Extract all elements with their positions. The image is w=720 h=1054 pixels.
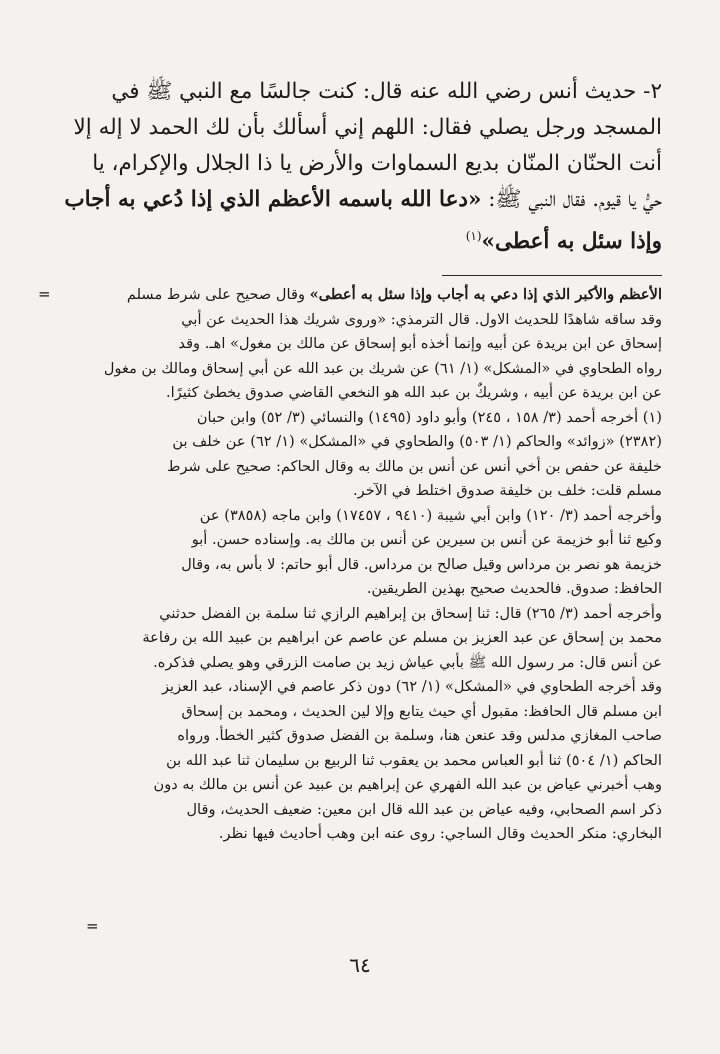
main-line-3: أنت الحنّان المنّان بديع السماوات والأرض يا ذا الجلال والإكرام، يا (92, 151, 662, 176)
footnote-bold-text: الأعظم والأكبر الذي إذا دعي به أجاب وإذا سئل به أعطى» (309, 286, 662, 303)
footnote-line: خزيمة هو نصر بن مرداس وقيل صالح بن مرداس. قال أبو حاتم: لا بأس به، وقال (181, 555, 662, 573)
footnote-reference: (١) (465, 229, 482, 243)
footnote-line: البخاري: منكر الحديث وقال الساجي: روى عنه ابن وهب أحاديث فيها نظر. (218, 825, 662, 842)
main-line-5 (52, 218, 662, 260)
footnote-line: عن أنس قال: مر رسول الله ﷺ بأبي عياش زيد بن صامت الزرقي وهو يصلي فذكره. (153, 653, 662, 671)
footnotes-block (52, 283, 662, 847)
footnote-line-0 (52, 283, 662, 308)
continuation-mark-bottom: = (86, 917, 99, 935)
footnote-line: مسلم قلت: خلف بن خليفة صدوق اختلط في الآخر. (353, 482, 662, 499)
main-line-1: ٢- حديث أنس رضي الله عنه قال: كنت جالسًا مع النبي ﷺ في (111, 79, 662, 104)
footnote-line: وقد ساقه شاهدًا للحديث الاول. قال الترمذي: «وروى شريك هذا الحديث عن أبي (181, 310, 662, 328)
footnote-line: خليفة عن حفص بن أخي أنس عن أنس بن مالك به وقال الحاكم: صحيح على شرط (166, 457, 662, 475)
footnote-line: (١) أخرجه أحمد (٣/ ١٥٨ ، ٢٤٥) وأبو داود (١٤٩٥) والنسائي (٣/ ٥٢) وابن حبان (196, 408, 662, 426)
page-number: ٦٤ (349, 953, 371, 977)
footnote-line: عن ابن بريدة عن أبيه ، وشريكٌ بن عبد الله هو النخعي القاضي صدوق يخطئ كثيرًا. (166, 384, 662, 401)
footnote-line: وأخرجه أحمد (٣/ ١٢٠) وابن أبي شيبة (٩٤١٠ ، ١٧٤٥٧) وابن ماجه (٣٨٥٨) عن (199, 506, 662, 524)
main-line-4 (52, 182, 662, 218)
footnote-line: (٢٣٨٢) «زوائد» والحاكم (١/ ٥٠٣) والطحاوي في «المشكل» (١/ ٦٢) عن خلف بن (172, 433, 662, 450)
footnote-line: وهب أخبرني عياض بن عبد الله الفهري عن إبراهيم بن عبيد عن أنس بن مالك به دون (153, 776, 662, 793)
footnote-line: الحاكم (١/ ٥٠٤) ثنا أبو العباس محمد بن يعقوب ثنا الربيع بن سليمان ثنا عبد الله بن (166, 751, 662, 769)
footnote-line-0-rest: وقال صحيح على شرط مسلم (126, 286, 310, 303)
footnote-line: محمد بن إسحاق عن عبد العزيز بن مسلم عن عاصم عن ابراهيم بن عبيد الله بن رفاعة (142, 629, 662, 646)
footnote-line: رواه الطحاوي في «المشكل» (١/ ٦١) عن شريك بن عبد الله عن أبي إسحاق ومالك بن مغول (103, 359, 662, 377)
footnote-line: وقد أخرجه الطحاوي في «المشكل» (١/ ٦٢) دون ذكر عاصم في الإسناد، عبد العزيز (162, 678, 662, 695)
main-hadith-text (52, 74, 662, 260)
main-line-5-text: وإذا سئل به أعطى» (481, 229, 662, 255)
footnote-line: ابن مسلم قال الحافظ: مقبول أي حيث يتابع وإلا لين الحديث ، ومحمد بن إسحاق (181, 702, 662, 720)
footnote-line: الحافظ: صدوق. فالحديث صحيح بهذين الطريقين. (366, 580, 662, 597)
footnote-line: وأخرجه أحمد (٣/ ٢٦٥) قال: ثنا إسحاق بن إبراهيم الرازي ثنا سلمة بن الفضل حدثني (159, 604, 662, 622)
main-line-4-plain: حيُّ يا قيوم. فقال النبي ﷺ: (481, 187, 662, 212)
footnote-line: إسحاق عن ابن بريدة عن أبيه وإنما أخذه أبو إسحاق عن مالك بن مغول» اهـ. وقد (178, 335, 662, 352)
main-line-4-quote: «دعا الله باسمه الأعظم الذي إذا دُعي به أجاب (64, 187, 482, 212)
footnote-line: صاحب المغازي مدلس وقد عنعن هنا، وسلمة بن الفضل صدوق كثير الخطأ. ورواه (177, 727, 662, 744)
continuation-mark-top: = (38, 285, 51, 303)
footnote-line: ذكر اسم الصحابي، وفيه عياض بن عبد الله قال ابن معين: ضعيف الحديث، وقال (186, 800, 662, 818)
main-line-2: المسجد ورجل يصلي فقال: اللهم إني أسألك بأن لك الحمد لا إله إلا (73, 115, 662, 140)
footnote-line: وكيع ثنا أبو خزيمة عن أنس بن سيرين عن أنس بن مالك به. وإسناده حسن. أبو (191, 531, 662, 548)
footnote-separator (442, 275, 662, 276)
